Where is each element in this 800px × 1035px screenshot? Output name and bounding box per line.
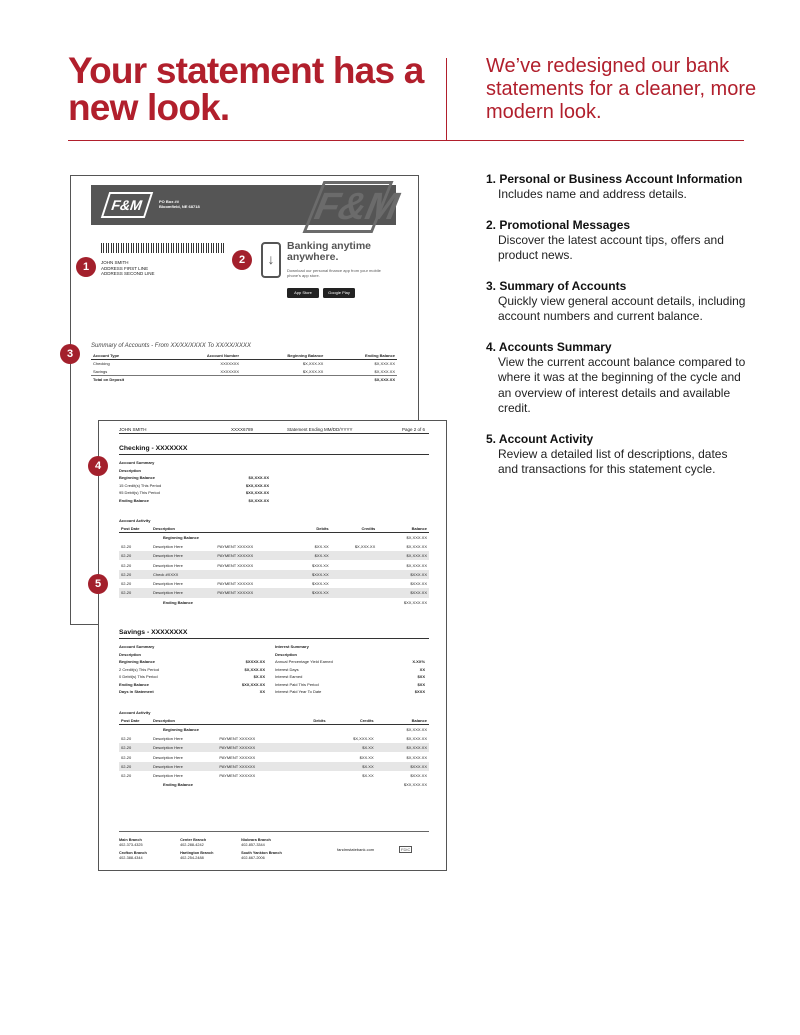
- tagline: We’ve redesigned our bank statements for a cleaner, more modern look.: [486, 55, 757, 123]
- address-line: ADDRESS SECOND LINE: [101, 271, 155, 276]
- feature-title: 3. Summary of Accounts: [486, 278, 627, 293]
- description-label: Description: [275, 651, 298, 657]
- headline: Your statement has a new look.: [68, 50, 424, 128]
- table-cell: $X,XXX.XX: [406, 534, 427, 540]
- header-rule: [68, 140, 744, 141]
- table-row: 02-20 Description Here PAYMENT XXXXXX $X.XX $X,XXX.XX: [119, 743, 429, 752]
- summary-label: Account Summary: [119, 644, 155, 649]
- bank-address-line: Bloomfield, NE 68718: [159, 204, 200, 209]
- interest-summary: Interest Summary Description Annual Percentage Yield Earned X.XX% Interest Days XX Interest Earned $XX Interest Paid This Period $XX Interest Paid Year To Date $XXX: [275, 644, 425, 694]
- description-label: Description: [119, 467, 142, 473]
- column-header: Credits: [328, 717, 376, 725]
- table-row: 02-20 Description Here PAYMENT XXXXXX $XXX.XX $XXX.XX: [121, 581, 427, 587]
- bank-logo: F&M: [101, 192, 153, 218]
- logo-watermark: F&M: [302, 181, 393, 233]
- feature-desc: Review a detailed list of descriptions, dates and transactions for this statement cycle.: [498, 446, 728, 476]
- column-header: Balance: [376, 717, 429, 725]
- column-header: Beginning Balance: [241, 352, 325, 360]
- table-cell: $X,XXX.XX: [302, 361, 324, 367]
- table-cell: $X,XXX.XX: [325, 375, 397, 383]
- badge-4: 4: [88, 456, 108, 476]
- header-page-number: Page 2 of 6: [401, 427, 425, 432]
- branch-item: South Yankton Branch 402-667-2006: [241, 851, 282, 860]
- table-row: 02-20 Description Here PAYMENT XXXXXX $X.XX $XXX.XX: [121, 773, 427, 779]
- table-row: 02-20 Description Here PAYMENT XXXXXX $XX.XX $X,XXX.XX $X,XXX.XX: [121, 543, 427, 549]
- branch-item: Niobrara Branch 402-857-3344: [241, 838, 271, 847]
- table-row: 02-20 Description Here PAYMENT XXXXXX $X.XX $XXX.XX: [119, 762, 429, 771]
- header-account: XXXX6789: [231, 427, 254, 432]
- branch-list: [119, 838, 309, 864]
- feature-item: [486, 340, 746, 417]
- table-cell: $X,XXX.XX: [374, 361, 395, 367]
- table-row: [119, 598, 429, 607]
- checking-summary: [119, 459, 269, 504]
- branch-item: Hartington Branch 402-254-2488: [180, 851, 214, 860]
- table-cell: XXXXXXX: [220, 368, 240, 374]
- header-divider: [446, 58, 447, 140]
- table-row: [119, 533, 429, 542]
- footer-rule: [119, 831, 429, 832]
- savings-summary: Account Summary Description Beginning Balance $XXXX.XX 2 Credit(s) This Period $X,XXX.XX 0 Debit(s) This Period $X.XX Ending Balance $XX,XXX.XX Days in Statement XX: [119, 644, 265, 694]
- table-cell: Beginning Balance: [163, 534, 200, 540]
- website-link: fandmstatebank.com: [337, 847, 375, 852]
- promo-text: Download our personal finance app from your mobile phone's app store.: [287, 268, 381, 278]
- feature-title: 1. Personal or Business Account Information: [486, 172, 743, 186]
- feature-desc: Quickly view general account details, including account numbers and current balance.: [498, 293, 746, 323]
- column-header: Description: [151, 717, 296, 725]
- interest-label: Interest Summary: [275, 644, 309, 649]
- table-cell: $XX,XXX.XX: [403, 599, 427, 605]
- table-cell: $X,XXX.XX: [374, 368, 395, 374]
- feature-desc: Discover the latest account tips, offers and product news.: [498, 232, 724, 262]
- description-label: Description: [119, 651, 142, 657]
- table-row: 02-20 Description Here PAYMENT XXXXXX $XXX.XX $XXX.XX: [119, 588, 429, 597]
- summary-item: Ending Balance: [119, 497, 150, 503]
- badge-2: 2: [232, 250, 252, 270]
- table-row: [91, 360, 397, 368]
- badge-3: 3: [60, 344, 80, 364]
- checking-activity-label: Account Activity: [119, 518, 151, 523]
- column-header: Post Date: [119, 525, 151, 533]
- savings-title: Savings - XXXXXXXX: [119, 629, 429, 639]
- feature-item: [486, 172, 746, 203]
- column-header: Account Number: [165, 352, 241, 360]
- feature-item: [486, 218, 746, 264]
- fdic-logo: FDIC: [401, 847, 411, 852]
- summary-item: 95 Debit(s) This Period: [119, 490, 160, 495]
- table-cell: Checking: [93, 361, 110, 367]
- summary-label: Account Summary: [119, 460, 155, 465]
- summary-item: 15 Credit(s) This Period: [119, 482, 162, 488]
- table-cell: Total on Deposit: [91, 375, 165, 383]
- column-header: Description: [151, 525, 291, 533]
- page-header: [119, 427, 429, 434]
- feature-list: [486, 172, 746, 493]
- summary-value: $XX,XXX.XX: [245, 482, 269, 488]
- branch-item: Main Branch 402-373-4325: [119, 838, 143, 847]
- table-cell: XXXXXXX: [220, 361, 240, 367]
- header-statement-date: Statement Ending MM/DD/YYYY: [287, 427, 353, 432]
- column-header: Account Type: [91, 352, 165, 360]
- google-play-badge: Google Play: [323, 288, 355, 298]
- app-store-badge: App Store: [287, 288, 319, 298]
- bank-address-line: PO Box ##: [159, 199, 180, 204]
- summary-value: $X,XXX.XX: [248, 497, 269, 503]
- table-row: 02-20 Description Here PAYMENT XXXXXX $XX.XX $X,XXX.XX: [119, 551, 429, 560]
- column-header: Credits: [331, 525, 378, 533]
- table-row: Ending Balance $XX,XXX.XX: [163, 782, 427, 788]
- branch-item: Center Branch 402-288-4242: [180, 838, 207, 847]
- summary-table: [91, 352, 397, 383]
- savings-activity-label: Account Activity: [119, 710, 151, 715]
- download-phone-icon: ↓: [261, 242, 281, 278]
- table-cell: Ending Balance: [163, 599, 194, 605]
- badge-5: 5: [88, 574, 108, 594]
- table-row: [91, 367, 397, 375]
- feature-desc: Includes name and address details.: [498, 187, 687, 201]
- summary-value: $X,XXX.XX: [248, 475, 269, 480]
- statement-banner: [91, 185, 407, 228]
- customer-address: [101, 260, 155, 277]
- customer-name: JOHN SMITH: [101, 260, 129, 265]
- branch-item: Crofton Branch 402-388-4344: [119, 851, 147, 860]
- feature-desc: View the current account balance compared to where it was at the beginning of the cycle and an overview of interest details and available credit.: [498, 354, 746, 415]
- summary-title: Summary of Accounts - From XX/XX/XXXX To XX/XX/XXXX: [91, 343, 251, 349]
- table-row: 02-20 Check #XXXX $XXX.XX $XXX.XX: [119, 570, 429, 579]
- checking-activity-table: [119, 525, 429, 607]
- table-row: 02-20 Description Here PAYMENT XXXXXX $XX.XX $X,XXX.XX: [121, 754, 427, 760]
- feature-item: [486, 432, 746, 478]
- feature-item: [486, 279, 746, 325]
- column-header: Debits: [296, 717, 328, 725]
- table-row: 02-20 Description Here PAYMENT XXXXXX $X,XXX.XX $X,XXX.XX: [121, 735, 427, 741]
- checking-title: Checking - XXXXXXX: [119, 445, 429, 455]
- column-header: Post Date: [119, 717, 151, 725]
- barcode: [101, 243, 225, 253]
- summary-item: Beginning Balance: [119, 475, 156, 480]
- feature-title: 2. Promotional Messages: [486, 217, 631, 232]
- feature-title: 4. Accounts Summary: [486, 339, 612, 354]
- feature-title: 5. Account Activity: [486, 431, 594, 446]
- table-row: 02-20 Description Here PAYMENT XXXXXX $XXX.XX $X,XXX.XX: [121, 562, 427, 568]
- table-row: Beginning Balance $X,XXX.XX: [163, 726, 427, 732]
- bank-address: [159, 199, 200, 209]
- column-header: Ending Balance: [325, 352, 397, 360]
- table-cell: Savings: [93, 368, 108, 374]
- table-row: [91, 375, 397, 383]
- table-cell: $X,XXX.XX: [302, 368, 324, 374]
- badge-1: 1: [76, 257, 96, 277]
- promo-title: Banking anytime anywhere.: [287, 240, 372, 263]
- address-line: ADDRESS FIRST LINE: [101, 265, 149, 271]
- header-name: JOHN SMITH: [119, 427, 147, 432]
- column-header: Debits: [291, 525, 330, 533]
- savings-activity-table: [119, 717, 429, 790]
- summary-value: $XX,XXX.XX: [245, 490, 269, 495]
- statement-page-2: [98, 420, 447, 871]
- column-header: Balance: [377, 525, 429, 533]
